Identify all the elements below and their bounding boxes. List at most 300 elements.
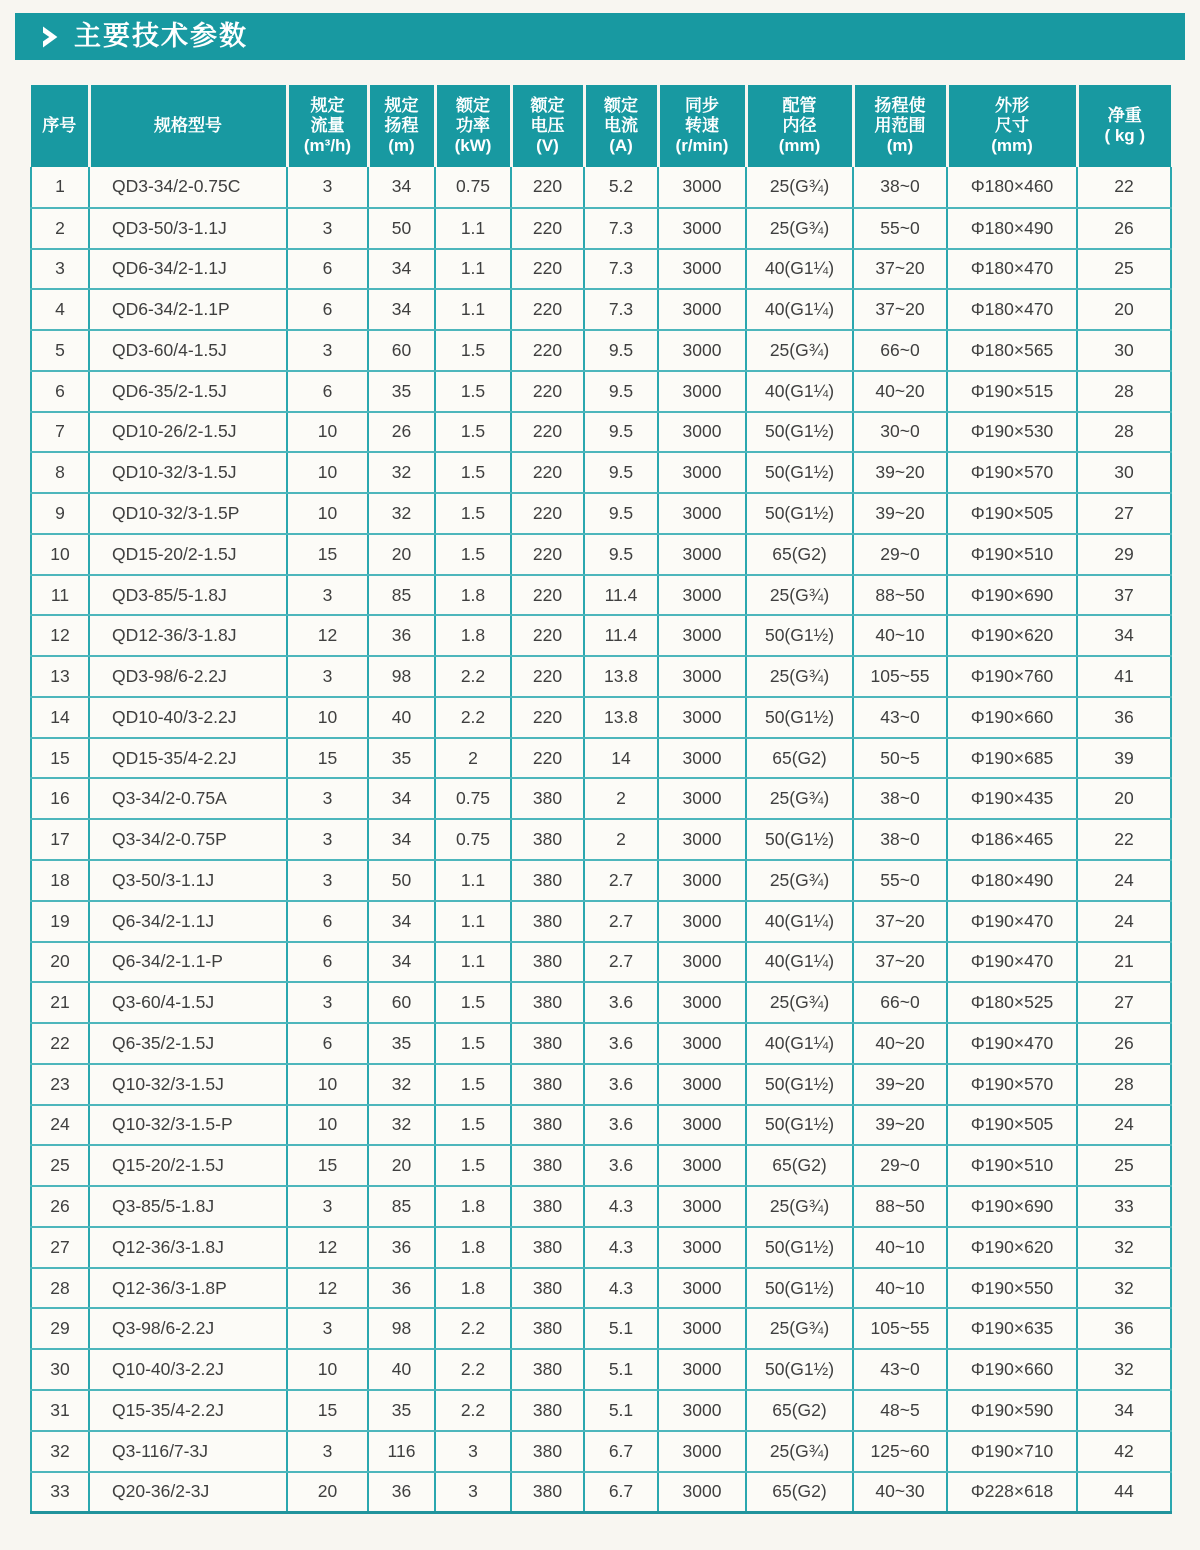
cell-voltage: 220 — [511, 493, 584, 534]
cell-speed: 3000 — [658, 1431, 746, 1472]
cell-speed: 3000 — [658, 452, 746, 493]
cell-pipe: 50(G1½) — [746, 1227, 853, 1268]
cell-weight: 25 — [1077, 1145, 1171, 1186]
cell-speed: 3000 — [658, 534, 746, 575]
cell-power: 1.1 — [435, 208, 511, 249]
table-row — [31, 942, 1171, 983]
cell-dimensions: Φ190×470 — [947, 901, 1077, 942]
cell-voltage: 380 — [511, 1227, 584, 1268]
cell-model: Q6-35/2-1.5J — [89, 1023, 287, 1064]
cell-pipe: 25(G¾) — [746, 330, 853, 371]
table-row — [31, 330, 1171, 371]
cell-speed: 3000 — [658, 1064, 746, 1105]
cell-model: Q3-50/3-1.1J — [89, 860, 287, 901]
cell-current: 13.8 — [584, 697, 658, 738]
cell-head: 60 — [368, 330, 435, 371]
cell-model: Q3-85/5-1.8J — [89, 1186, 287, 1227]
column-header-dimensions: 外形 尺寸 (mm) — [947, 85, 1077, 167]
cell-pipe: 40(G1¼) — [746, 901, 853, 942]
cell-flow: 6 — [287, 289, 368, 330]
column-header-power: 额定 功率 (kW) — [435, 85, 511, 167]
cell-model: QD3-85/5-1.8J — [89, 575, 287, 616]
cell-head: 40 — [368, 1349, 435, 1390]
cell-no: 1 — [31, 167, 89, 208]
cell-current: 2 — [584, 778, 658, 819]
cell-voltage: 380 — [511, 778, 584, 819]
table-header — [31, 85, 1171, 167]
cell-weight: 28 — [1077, 1064, 1171, 1105]
cell-dimensions: Φ186×465 — [947, 819, 1077, 860]
cell-head: 20 — [368, 534, 435, 575]
cell-flow: 3 — [287, 860, 368, 901]
cell-head: 35 — [368, 738, 435, 779]
cell-weight: 21 — [1077, 942, 1171, 983]
cell-voltage: 380 — [511, 982, 584, 1023]
cell-dimensions: Φ190×660 — [947, 1349, 1077, 1390]
table-row — [31, 289, 1171, 330]
cell-head: 85 — [368, 575, 435, 616]
cell-flow: 15 — [287, 738, 368, 779]
cell-speed: 3000 — [658, 738, 746, 779]
cell-dimensions: Φ190×470 — [947, 942, 1077, 983]
cell-dimensions: Φ190×510 — [947, 534, 1077, 575]
cell-dimensions: Φ190×505 — [947, 493, 1077, 534]
table-row — [31, 738, 1171, 779]
cell-power: 1.5 — [435, 982, 511, 1023]
cell-speed: 3000 — [658, 1105, 746, 1146]
cell-power: 1.5 — [435, 1023, 511, 1064]
cell-head-range: 55~0 — [853, 860, 947, 901]
table-row — [31, 208, 1171, 249]
table-row — [31, 1145, 1171, 1186]
cell-voltage: 220 — [511, 412, 584, 453]
cell-speed: 3000 — [658, 1268, 746, 1309]
cell-pipe: 40(G1¼) — [746, 371, 853, 412]
cell-power: 2.2 — [435, 697, 511, 738]
cell-no: 14 — [31, 697, 89, 738]
cell-no: 11 — [31, 575, 89, 616]
cell-dimensions: Φ190×710 — [947, 1431, 1077, 1472]
cell-current: 5.1 — [584, 1308, 658, 1349]
cell-dimensions: Φ180×490 — [947, 208, 1077, 249]
cell-current: 4.3 — [584, 1227, 658, 1268]
cell-speed: 3000 — [658, 819, 746, 860]
specs-table — [30, 85, 1172, 1514]
cell-head: 40 — [368, 697, 435, 738]
cell-flow: 12 — [287, 1227, 368, 1268]
cell-current: 5.1 — [584, 1390, 658, 1431]
cell-head-range: 37~20 — [853, 249, 947, 290]
table-row — [31, 1268, 1171, 1309]
section-title-banner — [15, 13, 1185, 60]
cell-dimensions: Φ190×620 — [947, 1227, 1077, 1268]
cell-head: 34 — [368, 819, 435, 860]
cell-head-range: 39~20 — [853, 452, 947, 493]
table-row — [31, 371, 1171, 412]
cell-voltage: 380 — [511, 860, 584, 901]
cell-speed: 3000 — [658, 493, 746, 534]
cell-current: 11.4 — [584, 575, 658, 616]
cell-current: 7.3 — [584, 249, 658, 290]
cell-head-range: 105~55 — [853, 1308, 947, 1349]
cell-flow: 3 — [287, 1308, 368, 1349]
cell-voltage: 220 — [511, 575, 584, 616]
cell-head: 116 — [368, 1431, 435, 1472]
table-row — [31, 615, 1171, 656]
cell-dimensions: Φ190×570 — [947, 452, 1077, 493]
cell-voltage: 220 — [511, 656, 584, 697]
cell-no: 10 — [31, 534, 89, 575]
cell-pipe: 40(G1¼) — [746, 249, 853, 290]
cell-model: Q15-35/4-2.2J — [89, 1390, 287, 1431]
column-header-no: 序号 — [31, 85, 89, 167]
cell-head-range: 50~5 — [853, 738, 947, 779]
cell-head-range: 43~0 — [853, 697, 947, 738]
cell-flow: 3 — [287, 778, 368, 819]
cell-speed: 3000 — [658, 1308, 746, 1349]
cell-no: 8 — [31, 452, 89, 493]
cell-head-range: 40~10 — [853, 1227, 947, 1268]
cell-voltage: 380 — [511, 1472, 584, 1513]
cell-voltage: 220 — [511, 697, 584, 738]
cell-pipe: 40(G1¼) — [746, 289, 853, 330]
cell-weight: 28 — [1077, 412, 1171, 453]
cell-flow: 3 — [287, 1186, 368, 1227]
chevron-right-icon — [43, 26, 58, 48]
cell-current: 7.3 — [584, 208, 658, 249]
cell-voltage: 220 — [511, 534, 584, 575]
cell-flow: 3 — [287, 982, 368, 1023]
cell-head: 34 — [368, 901, 435, 942]
cell-current: 9.5 — [584, 452, 658, 493]
cell-head-range: 37~20 — [853, 901, 947, 942]
cell-dimensions: Φ180×460 — [947, 167, 1077, 208]
cell-speed: 3000 — [658, 1023, 746, 1064]
cell-head-range: 40~30 — [853, 1472, 947, 1513]
table-row — [31, 249, 1171, 290]
cell-voltage: 380 — [511, 1145, 584, 1186]
cell-power: 1.1 — [435, 901, 511, 942]
cell-head: 98 — [368, 656, 435, 697]
cell-model: QD10-26/2-1.5J — [89, 412, 287, 453]
table-row — [31, 1308, 1171, 1349]
cell-no: 33 — [31, 1472, 89, 1513]
cell-head: 34 — [368, 249, 435, 290]
cell-speed: 3000 — [658, 1145, 746, 1186]
cell-current: 7.3 — [584, 289, 658, 330]
cell-dimensions: Φ190×590 — [947, 1390, 1077, 1431]
cell-weight: 26 — [1077, 208, 1171, 249]
cell-no: 9 — [31, 493, 89, 534]
cell-model: Q10-32/3-1.5J — [89, 1064, 287, 1105]
cell-head-range: 40~10 — [853, 615, 947, 656]
cell-voltage: 380 — [511, 1023, 584, 1064]
cell-flow: 3 — [287, 819, 368, 860]
cell-power: 1.5 — [435, 452, 511, 493]
cell-head-range: 66~0 — [853, 330, 947, 371]
table-row — [31, 901, 1171, 942]
cell-weight: 36 — [1077, 1308, 1171, 1349]
cell-current: 6.7 — [584, 1472, 658, 1513]
cell-pipe: 50(G1½) — [746, 1064, 853, 1105]
cell-speed: 3000 — [658, 289, 746, 330]
cell-power: 1.5 — [435, 330, 511, 371]
table-row — [31, 1472, 1171, 1513]
cell-no: 26 — [31, 1186, 89, 1227]
table-body — [31, 167, 1171, 1512]
cell-head: 20 — [368, 1145, 435, 1186]
cell-pipe: 25(G¾) — [746, 208, 853, 249]
table-row — [31, 167, 1171, 208]
cell-weight: 33 — [1077, 1186, 1171, 1227]
cell-dimensions: Φ190×510 — [947, 1145, 1077, 1186]
table-row — [31, 697, 1171, 738]
cell-power: 2.2 — [435, 1390, 511, 1431]
cell-head: 35 — [368, 371, 435, 412]
cell-voltage: 380 — [511, 1308, 584, 1349]
cell-current: 4.3 — [584, 1268, 658, 1309]
cell-pipe: 40(G1¼) — [746, 1023, 853, 1064]
cell-head-range: 38~0 — [853, 819, 947, 860]
cell-power: 2.2 — [435, 656, 511, 697]
cell-flow: 12 — [287, 1268, 368, 1309]
cell-weight: 22 — [1077, 167, 1171, 208]
cell-voltage: 380 — [511, 1390, 584, 1431]
cell-dimensions: Φ190×550 — [947, 1268, 1077, 1309]
cell-flow: 15 — [287, 1145, 368, 1186]
cell-power: 1.5 — [435, 534, 511, 575]
cell-weight: 30 — [1077, 452, 1171, 493]
cell-speed: 3000 — [658, 901, 746, 942]
table-row — [31, 575, 1171, 616]
cell-dimensions: Φ190×515 — [947, 371, 1077, 412]
cell-power: 1.1 — [435, 289, 511, 330]
cell-head-range: 38~0 — [853, 167, 947, 208]
cell-no: 18 — [31, 860, 89, 901]
cell-head-range: 40~10 — [853, 1268, 947, 1309]
cell-head-range: 29~0 — [853, 1145, 947, 1186]
cell-speed: 3000 — [658, 1227, 746, 1268]
cell-voltage: 380 — [511, 1105, 584, 1146]
cell-dimensions: Φ190×760 — [947, 656, 1077, 697]
cell-model: QD12-36/3-1.8J — [89, 615, 287, 656]
cell-dimensions: Φ190×660 — [947, 697, 1077, 738]
cell-model: Q20-36/2-3J — [89, 1472, 287, 1513]
cell-current: 5.2 — [584, 167, 658, 208]
cell-power: 2 — [435, 738, 511, 779]
cell-weight: 41 — [1077, 656, 1171, 697]
cell-current: 5.1 — [584, 1349, 658, 1390]
cell-model: Q3-116/7-3J — [89, 1431, 287, 1472]
cell-head: 36 — [368, 1472, 435, 1513]
cell-model: Q12-36/3-1.8J — [89, 1227, 287, 1268]
cell-current: 9.5 — [584, 493, 658, 534]
cell-voltage: 380 — [511, 1349, 584, 1390]
cell-no: 13 — [31, 656, 89, 697]
cell-power: 1.5 — [435, 493, 511, 534]
table-row — [31, 1390, 1171, 1431]
cell-flow: 10 — [287, 1064, 368, 1105]
cell-pipe: 65(G2) — [746, 1472, 853, 1513]
cell-flow: 3 — [287, 167, 368, 208]
cell-head-range: 48~5 — [853, 1390, 947, 1431]
table-row — [31, 534, 1171, 575]
cell-no: 32 — [31, 1431, 89, 1472]
cell-current: 3.6 — [584, 1023, 658, 1064]
cell-speed: 3000 — [658, 330, 746, 371]
cell-dimensions: Φ180×470 — [947, 249, 1077, 290]
cell-power: 1.1 — [435, 860, 511, 901]
cell-no: 30 — [31, 1349, 89, 1390]
cell-pipe: 65(G2) — [746, 1390, 853, 1431]
cell-head: 32 — [368, 1105, 435, 1146]
column-header-speed: 同步 转速 (r/min) — [658, 85, 746, 167]
cell-model: QD15-35/4-2.2J — [89, 738, 287, 779]
cell-head-range: 40~20 — [853, 371, 947, 412]
cell-voltage: 380 — [511, 1431, 584, 1472]
cell-no: 31 — [31, 1390, 89, 1431]
cell-voltage: 220 — [511, 208, 584, 249]
cell-voltage: 380 — [511, 1064, 584, 1105]
cell-model: QD15-20/2-1.5J — [89, 534, 287, 575]
cell-weight: 37 — [1077, 575, 1171, 616]
cell-dimensions: Φ180×565 — [947, 330, 1077, 371]
cell-pipe: 50(G1½) — [746, 1268, 853, 1309]
cell-head: 34 — [368, 778, 435, 819]
cell-speed: 3000 — [658, 1186, 746, 1227]
cell-current: 2.7 — [584, 901, 658, 942]
cell-voltage: 220 — [511, 167, 584, 208]
cell-current: 14 — [584, 738, 658, 779]
table-row — [31, 1105, 1171, 1146]
cell-power: 1.8 — [435, 1268, 511, 1309]
cell-flow: 20 — [287, 1472, 368, 1513]
cell-voltage: 220 — [511, 289, 584, 330]
cell-head-range: 39~20 — [853, 1064, 947, 1105]
cell-flow: 6 — [287, 942, 368, 983]
cell-model: QD6-34/2-1.1P — [89, 289, 287, 330]
cell-model: Q10-32/3-1.5-P — [89, 1105, 287, 1146]
cell-weight: 32 — [1077, 1349, 1171, 1390]
cell-no: 25 — [31, 1145, 89, 1186]
cell-current: 9.5 — [584, 330, 658, 371]
cell-current: 2.7 — [584, 860, 658, 901]
column-header-head: 规定 扬程 (m) — [368, 85, 435, 167]
cell-pipe: 50(G1½) — [746, 819, 853, 860]
cell-no: 20 — [31, 942, 89, 983]
cell-head: 35 — [368, 1390, 435, 1431]
cell-power: 0.75 — [435, 167, 511, 208]
cell-pipe: 65(G2) — [746, 738, 853, 779]
cell-head-range: 29~0 — [853, 534, 947, 575]
cell-model: QD6-35/2-1.5J — [89, 371, 287, 412]
cell-dimensions: Φ190×570 — [947, 1064, 1077, 1105]
cell-head-range: 105~55 — [853, 656, 947, 697]
cell-speed: 3000 — [658, 1349, 746, 1390]
cell-weight: 22 — [1077, 819, 1171, 860]
cell-speed: 3000 — [658, 575, 746, 616]
cell-current: 3.6 — [584, 1064, 658, 1105]
cell-no: 21 — [31, 982, 89, 1023]
cell-flow: 10 — [287, 452, 368, 493]
section-title: 主要技术参数 — [74, 21, 248, 51]
cell-flow: 10 — [287, 697, 368, 738]
cell-weight: 27 — [1077, 493, 1171, 534]
cell-power: 1.8 — [435, 1227, 511, 1268]
cell-voltage: 380 — [511, 901, 584, 942]
cell-head: 85 — [368, 1186, 435, 1227]
cell-model: QD6-34/2-1.1J — [89, 249, 287, 290]
cell-model: Q15-20/2-1.5J — [89, 1145, 287, 1186]
cell-model: QD10-32/3-1.5P — [89, 493, 287, 534]
cell-no: 5 — [31, 330, 89, 371]
cell-pipe: 50(G1½) — [746, 1105, 853, 1146]
cell-weight: 29 — [1077, 534, 1171, 575]
cell-head: 26 — [368, 412, 435, 453]
table-row — [31, 412, 1171, 453]
cell-speed: 3000 — [658, 656, 746, 697]
cell-model: Q3-98/6-2.2J — [89, 1308, 287, 1349]
table-row — [31, 1349, 1171, 1390]
cell-pipe: 50(G1½) — [746, 412, 853, 453]
cell-current: 11.4 — [584, 615, 658, 656]
cell-weight: 34 — [1077, 615, 1171, 656]
cell-head-range: 55~0 — [853, 208, 947, 249]
cell-power: 3 — [435, 1472, 511, 1513]
cell-no: 27 — [31, 1227, 89, 1268]
cell-head: 32 — [368, 493, 435, 534]
cell-weight: 26 — [1077, 1023, 1171, 1064]
cell-speed: 3000 — [658, 249, 746, 290]
cell-power: 1.8 — [435, 575, 511, 616]
cell-weight: 20 — [1077, 778, 1171, 819]
cell-no: 22 — [31, 1023, 89, 1064]
cell-current: 2.7 — [584, 942, 658, 983]
cell-no: 15 — [31, 738, 89, 779]
cell-dimensions: Φ190×435 — [947, 778, 1077, 819]
cell-current: 2 — [584, 819, 658, 860]
cell-power: 2.2 — [435, 1308, 511, 1349]
cell-flow: 12 — [287, 615, 368, 656]
specs-table-container — [30, 85, 1170, 1514]
cell-dimensions: Φ190×685 — [947, 738, 1077, 779]
column-header-voltage: 额定 电压 (V) — [511, 85, 584, 167]
cell-power: 1.5 — [435, 1145, 511, 1186]
cell-no: 3 — [31, 249, 89, 290]
cell-flow: 6 — [287, 1023, 368, 1064]
column-header-current: 额定 电流 (A) — [584, 85, 658, 167]
cell-head-range: 88~50 — [853, 1186, 947, 1227]
cell-current: 6.7 — [584, 1431, 658, 1472]
cell-model: Q3-60/4-1.5J — [89, 982, 287, 1023]
cell-dimensions: Φ190×620 — [947, 615, 1077, 656]
column-header-weight: 净重 ( kg ) — [1077, 85, 1171, 167]
cell-speed: 3000 — [658, 1390, 746, 1431]
table-row — [31, 1064, 1171, 1105]
cell-head-range: 88~50 — [853, 575, 947, 616]
cell-pipe: 50(G1½) — [746, 452, 853, 493]
cell-dimensions: Φ190×690 — [947, 1186, 1077, 1227]
cell-voltage: 220 — [511, 738, 584, 779]
table-row — [31, 819, 1171, 860]
cell-power: 1.5 — [435, 371, 511, 412]
cell-flow: 3 — [287, 330, 368, 371]
cell-voltage: 220 — [511, 452, 584, 493]
cell-current: 3.6 — [584, 1145, 658, 1186]
cell-current: 4.3 — [584, 1186, 658, 1227]
cell-weight: 30 — [1077, 330, 1171, 371]
cell-head: 35 — [368, 1023, 435, 1064]
